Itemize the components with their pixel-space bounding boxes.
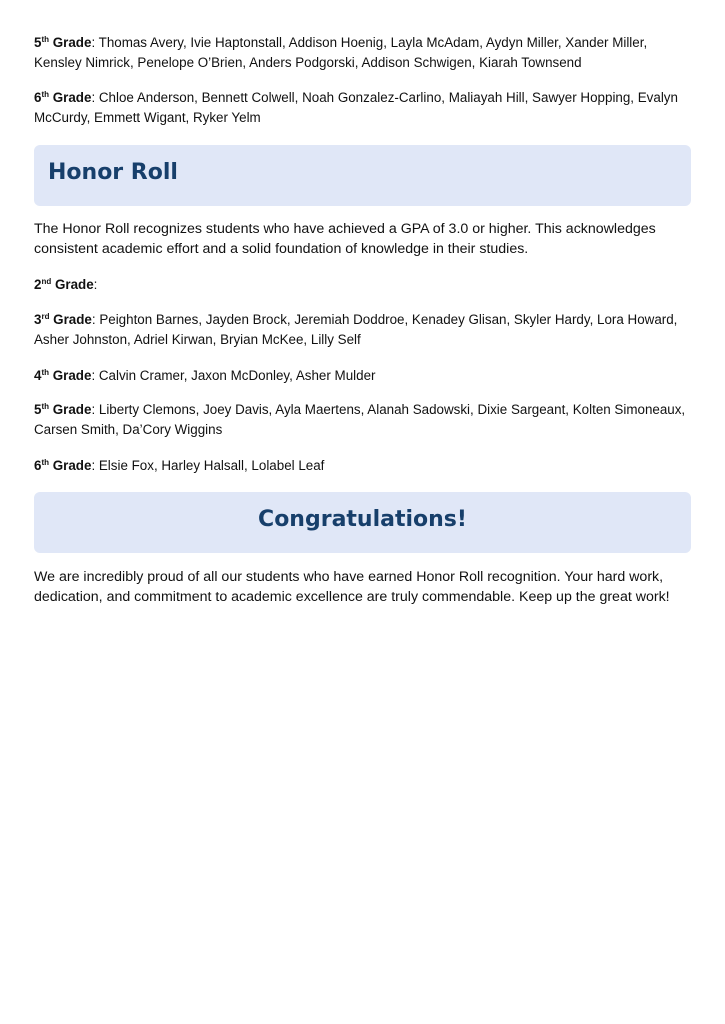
congratulations-banner bbox=[34, 492, 691, 553]
grade-label: 5th Grade bbox=[34, 35, 92, 50]
honor-roll-grade-2 bbox=[34, 275, 694, 295]
congratulations-heading: Congratulations! bbox=[258, 507, 467, 532]
honor-roll-grade-5 bbox=[34, 400, 694, 440]
student-names: : Calvin Cramer, Jaxon McDonley, Asher Mulder bbox=[91, 368, 376, 383]
grade-label: 6th Grade bbox=[34, 90, 92, 105]
grade-label: 4th Grade bbox=[34, 368, 92, 383]
grade-6-list bbox=[34, 88, 694, 128]
honor-roll-grade-4 bbox=[34, 366, 694, 386]
student-names: : Liberty Clemons, Joey Davis, Ayla Maertens, Alanah Sadowski, Dixie Sargeant, Kolten Simoneaux, Carsen Smith, Da’Cory Wiggins bbox=[34, 402, 686, 437]
honor-roll-grade-6 bbox=[34, 456, 694, 476]
congratulations-body: We are incredibly proud of all our students who have earned Honor Roll recognition. Your hard work, dedication, and commitment to academic excellence are truly commendable. Keep up the great work! bbox=[34, 569, 670, 605]
student-names: : Elsie Fox, Harley Halsall, Lolabel Leaf bbox=[91, 458, 325, 473]
student-names: : Chloe Anderson, Bennett Colwell, Noah Gonzalez-Carlino, Maliayah Hill, Sawyer Hopping, Evalyn McCurdy, Emmett Wigant, Ryker Yelm bbox=[34, 90, 678, 125]
student-names: : Thomas Avery, Ivie Haptonstall, Addison Hoenig, Layla McAdam, Aydyn Miller, Xander Miller, Kensley Nimrick, Penelope O’Brien, Anders Podgorski, Addison Schwigen, Kiarah Townsend bbox=[34, 35, 648, 70]
grade-label: 2nd Grade bbox=[34, 277, 94, 292]
student-names: : Peighton Barnes, Jayden Brock, Jeremiah Doddroe, Kenadey Glisan, Skyler Hardy, Lora Howard, Asher Johnston, Adriel Kirwan, Bryian McKee, Lilly Self bbox=[34, 312, 678, 347]
grade-label: 6th Grade bbox=[34, 458, 92, 473]
grade-5-list bbox=[34, 33, 694, 73]
grade-label: 5th Grade bbox=[34, 402, 92, 417]
honor-roll-banner bbox=[34, 145, 691, 206]
student-names: : bbox=[93, 277, 98, 292]
honor-roll-intro: The Honor Roll recognizes students who have achieved a GPA of 3.0 or higher. This acknowledges consistent academic effort and a solid foundation of knowledge in their studies. bbox=[34, 221, 656, 257]
grade-label: 3rd Grade bbox=[34, 312, 92, 327]
honor-roll-grade-3 bbox=[34, 310, 694, 350]
honor-roll-heading: Honor Roll bbox=[48, 160, 178, 185]
